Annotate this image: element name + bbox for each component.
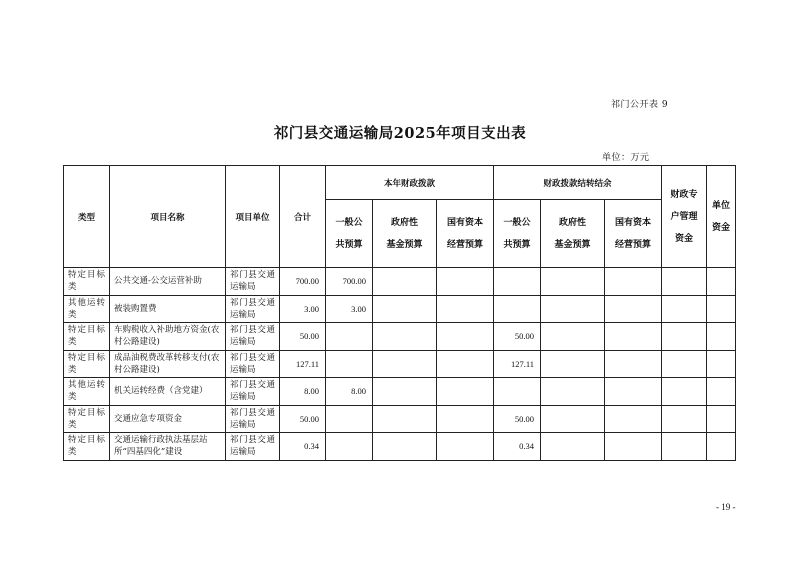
cell-carry-general-budget: 0.34 <box>494 433 541 461</box>
cell-total: 127.11 <box>280 350 326 378</box>
page-number: - 19 - <box>716 502 736 512</box>
table-number-label: 祁门公开表 9 <box>611 100 669 110</box>
cell-special-account-fund <box>662 295 707 323</box>
cell-project-name: 交通运输行政执法基层站所“四基四化”建设 <box>110 433 226 461</box>
cell-project-unit: 祁门县交通运输局 <box>226 323 280 351</box>
cell-gov-fund-budget <box>373 323 437 351</box>
header-cgeneral-line1: 一般公 <box>503 217 531 228</box>
cell-special-account-fund <box>662 350 707 378</box>
cell-type: 其他运转类 <box>64 378 110 406</box>
header-project-name: 项目名称 <box>110 166 226 268</box>
header-unit-fund <box>707 166 736 268</box>
header-carry-general-budget <box>494 200 541 268</box>
header-cstateown-line1: 国有资本 <box>615 217 652 228</box>
header-carryover-balance: 财政拨款结转结余 <box>494 166 662 200</box>
cell-gov-fund-budget <box>373 268 437 296</box>
cell-carry-gov-fund-budget <box>541 323 605 351</box>
header-unitfund-line2: 资金 <box>712 222 731 233</box>
cell-type: 特定目标类 <box>64 405 110 433</box>
cell-carry-general-budget <box>494 378 541 406</box>
header-general-line2: 共预算 <box>335 239 363 250</box>
cell-type: 其他运转类 <box>64 295 110 323</box>
cell-special-account-fund <box>662 323 707 351</box>
cell-carry-state-capital-budget <box>605 405 662 433</box>
table-row <box>64 433 736 461</box>
cell-carry-gov-fund-budget <box>541 378 605 406</box>
page-title: 祁门县交通运输局2025年项目支出表 <box>273 125 527 142</box>
cell-carry-state-capital-budget <box>605 378 662 406</box>
header-special-line1: 财政专 <box>670 189 698 200</box>
cell-carry-state-capital-budget <box>605 323 662 351</box>
cell-total: 0.34 <box>280 433 326 461</box>
cell-project-unit: 祁门县交通运输局 <box>226 295 280 323</box>
cell-project-unit: 祁门县交通运输局 <box>226 405 280 433</box>
cell-general-budget: 8.00 <box>326 378 373 406</box>
header-state-capital-budget <box>437 200 494 268</box>
header-general-line1: 一般公 <box>335 217 363 228</box>
cell-special-account-fund <box>662 268 707 296</box>
unit-label: 单位：万元 <box>602 153 650 163</box>
cell-carry-general-budget: 50.00 <box>494 323 541 351</box>
cell-state-capital-budget <box>437 268 494 296</box>
cell-state-capital-budget <box>437 405 494 433</box>
header-type: 类型 <box>64 166 110 268</box>
table-row <box>64 295 736 323</box>
header-cfund-line2: 基金预算 <box>554 239 591 250</box>
header-cgeneral-line2: 共预算 <box>503 239 531 250</box>
project-expenditure-table <box>63 165 736 461</box>
cell-carry-general-budget: 127.11 <box>494 350 541 378</box>
table-row <box>64 378 736 406</box>
cell-carry-general-budget: 50.00 <box>494 405 541 433</box>
header-special-line3: 资金 <box>675 233 694 244</box>
cell-total: 700.00 <box>280 268 326 296</box>
cell-general-budget <box>326 350 373 378</box>
cell-type: 特定目标类 <box>64 350 110 378</box>
header-carry-state-capital-budget <box>605 200 662 268</box>
cell-project-unit: 祁门县交通运输局 <box>226 433 280 461</box>
cell-general-budget: 3.00 <box>326 295 373 323</box>
header-cfund-line1: 政府性 <box>559 217 587 228</box>
cell-carry-general-budget <box>494 295 541 323</box>
table-row <box>64 268 736 296</box>
cell-special-account-fund <box>662 433 707 461</box>
cell-type: 特定目标类 <box>64 323 110 351</box>
cell-project-name: 被装购置费 <box>110 295 226 323</box>
cell-project-name: 成品油税费改革转移支付(农村公路建设) <box>110 350 226 378</box>
header-project-unit: 项目单位 <box>226 166 280 268</box>
cell-project-unit: 祁门县交通运输局 <box>226 378 280 406</box>
cell-carry-state-capital-budget <box>605 433 662 461</box>
cell-unit-fund <box>707 268 736 296</box>
header-unitfund-line1: 单位 <box>712 200 731 211</box>
cell-unit-fund <box>707 405 736 433</box>
header-current-year-allocation: 本年财政拨款 <box>326 166 494 200</box>
cell-carry-gov-fund-budget <box>541 433 605 461</box>
cell-state-capital-budget <box>437 295 494 323</box>
header-stateown-line2: 经营预算 <box>447 239 484 250</box>
cell-total: 8.00 <box>280 378 326 406</box>
header-general-budget <box>326 200 373 268</box>
header-cstateown-line2: 经营预算 <box>615 239 652 250</box>
cell-unit-fund <box>707 295 736 323</box>
header-carry-gov-fund-budget <box>541 200 605 268</box>
cell-special-account-fund <box>662 405 707 433</box>
cell-type: 特定目标类 <box>64 433 110 461</box>
cell-total: 50.00 <box>280 405 326 433</box>
cell-state-capital-budget <box>437 433 494 461</box>
cell-carry-gov-fund-budget <box>541 295 605 323</box>
header-row-1 <box>64 166 736 200</box>
table-row <box>64 405 736 433</box>
cell-state-capital-budget <box>437 378 494 406</box>
header-special-account-fund <box>662 166 707 268</box>
header-total: 合计 <box>280 166 326 268</box>
cell-project-unit: 祁门县交通运输局 <box>226 268 280 296</box>
header-fund-line2: 基金预算 <box>386 239 423 250</box>
cell-gov-fund-budget <box>373 433 437 461</box>
cell-state-capital-budget <box>437 323 494 351</box>
header-stateown-line1: 国有资本 <box>447 217 484 228</box>
cell-total: 3.00 <box>280 295 326 323</box>
cell-project-name: 机关运转经费（含党建） <box>110 378 226 406</box>
cell-general-budget <box>326 405 373 433</box>
cell-carry-general-budget <box>494 268 541 296</box>
header-fund-line1: 政府性 <box>390 217 418 228</box>
cell-project-unit: 祁门县交通运输局 <box>226 350 280 378</box>
cell-special-account-fund <box>662 378 707 406</box>
table-row <box>64 323 736 351</box>
cell-carry-gov-fund-budget <box>541 268 605 296</box>
cell-type: 特定目标类 <box>64 268 110 296</box>
cell-unit-fund <box>707 350 736 378</box>
cell-unit-fund <box>707 378 736 406</box>
cell-carry-state-capital-budget <box>605 268 662 296</box>
cell-carry-state-capital-budget <box>605 350 662 378</box>
cell-general-budget: 700.00 <box>326 268 373 296</box>
cell-project-name: 车购税收入补助地方资金(农村公路建设) <box>110 323 226 351</box>
cell-gov-fund-budget <box>373 350 437 378</box>
cell-project-name: 公共交通-公交运营补助 <box>110 268 226 296</box>
table-row <box>64 350 736 378</box>
cell-gov-fund-budget <box>373 295 437 323</box>
cell-carry-gov-fund-budget <box>541 405 605 433</box>
cell-general-budget <box>326 433 373 461</box>
cell-project-name: 交通应急专项资金 <box>110 405 226 433</box>
cell-state-capital-budget <box>437 350 494 378</box>
cell-gov-fund-budget <box>373 378 437 406</box>
cell-gov-fund-budget <box>373 405 437 433</box>
cell-general-budget <box>326 323 373 351</box>
header-special-line2: 户管理 <box>670 211 698 222</box>
cell-unit-fund <box>707 323 736 351</box>
cell-carry-gov-fund-budget <box>541 350 605 378</box>
cell-unit-fund <box>707 433 736 461</box>
cell-total: 50.00 <box>280 323 326 351</box>
header-gov-fund-budget <box>373 200 437 268</box>
cell-carry-state-capital-budget <box>605 295 662 323</box>
